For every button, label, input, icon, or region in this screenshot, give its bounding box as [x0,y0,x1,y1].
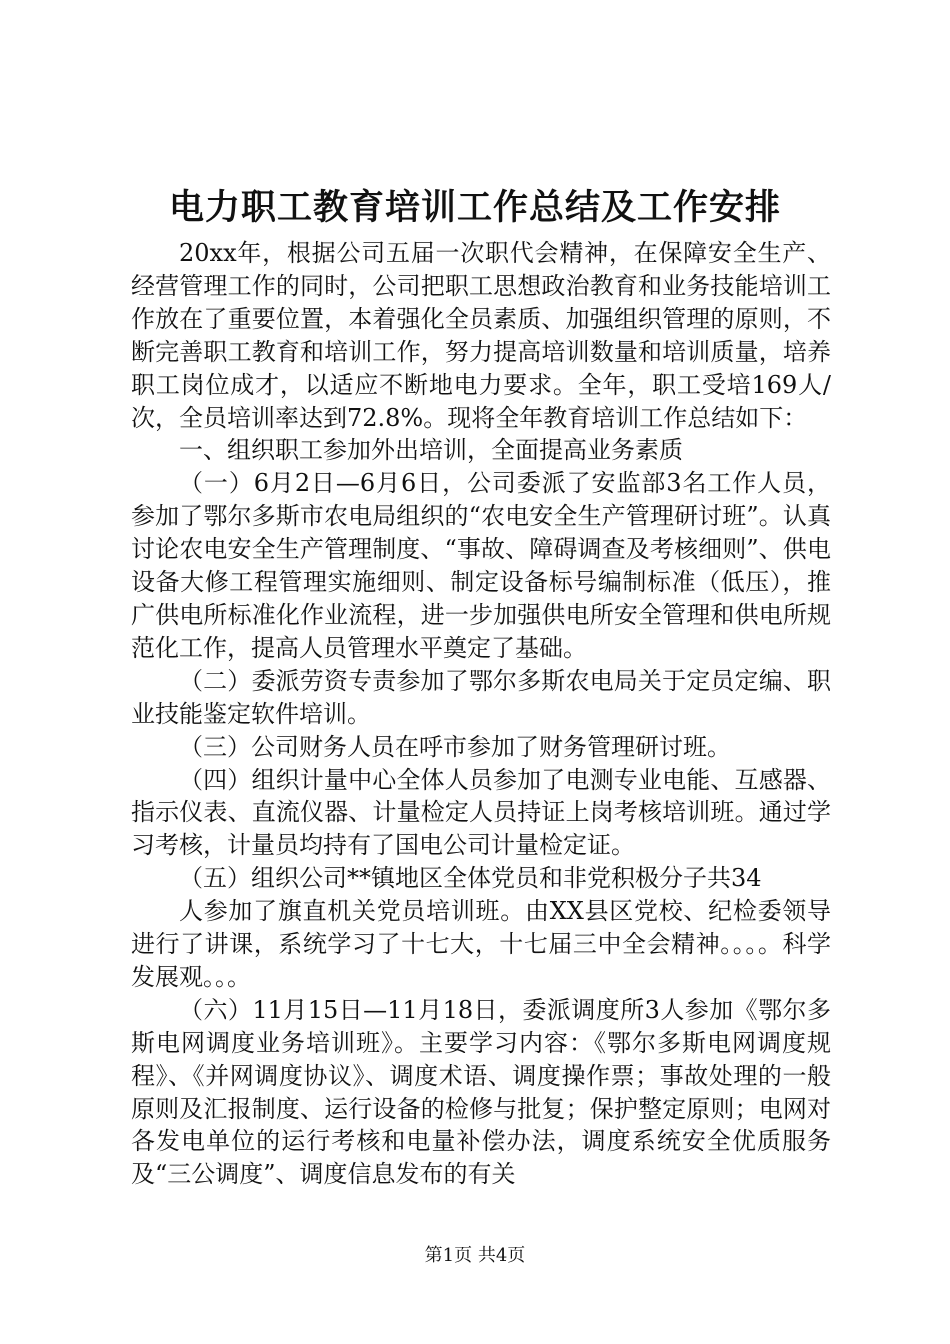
document-body [131,237,831,1191]
section-heading-1: 一、组织职工参加外出培训，全面提高业务素质 [179,436,683,465]
paragraph-item-5-continued: 人参加了旗直机关党员培训班。由XX县区党校、纪检委领导进行了讲课，系统学习了十七大，十七届三中全会精神。。。。科学发展观。。。 [131,897,831,991]
paragraph-item-6: （六）11月15日—11月18日，委派调度所3人参加《鄂尔多斯电网调度业务培训班》。主要学习内容：《鄂尔多斯电网调度规程》、《并网调度协议》、调度术语、调度操作票；事故处理的一般原则及汇报制度、运行设备的检修与批复；保护整定原则；电网对各发电单位的运行考核和电量补偿办法，调度系统安全优质服务及“三公调度”、调度信息发布的有关 [131,995,831,1189]
paragraph-item-5: （五）组织公司**镇地区全体党员和非党积极分子共34 [179,864,762,893]
paragraph-item-1: （一）6月2日—6月6日，公司委派了安监部3名工作人员，参加了鄂尔多斯市农电局组织的“农电安全生产管理研讨班”。认真讨论农电安全生产管理制度、“事故、障碍调查及考核细则”、供电设备大修工程管理实施细则、制定设备标号编制标准（低压），推广供电所标准化作业流程，进一步加强供电所安全管理和供电所规范化工作，提高人员管理水平奠定了基础。 [131,469,831,662]
paragraph-intro: 20xx年，根据公司五届一次职代会精神，在保障安全生产、经营管理工作的同时，公司把职工思想政治教育和业务技能培训工作放在了重要位置，本着强化全员素质、加强组织管理的原则，不断完善职工教育和培训工作，努力提高培训数量和培训质量，培养职工岗位成才，以适应不断地电力要求。全年，职工受培169人/次，全员培训率达到72.8%。现将全年教育培训工作总结如下： [131,239,831,432]
document-title: 电力职工教育培训工作总结及工作安排 [168,187,781,228]
paragraph-item-2: （二）委派劳资专责参加了鄂尔多斯农电局关于定员定编、职业技能鉴定软件培训。 [131,666,831,728]
page-number-footer: 第1页 共4页 [424,1245,526,1266]
paragraph-item-3: （三）公司财务人员在呼市参加了财务管理研讨班。 [179,732,731,761]
paragraph-item-4: （四）组织计量中心全体人员参加了电测专业电能、互感器、指示仪表、直流仪器、计量检定人员持证上岗考核培训班。通过学习考核，计量员均持有了国电公司计量检定证。 [131,765,831,860]
